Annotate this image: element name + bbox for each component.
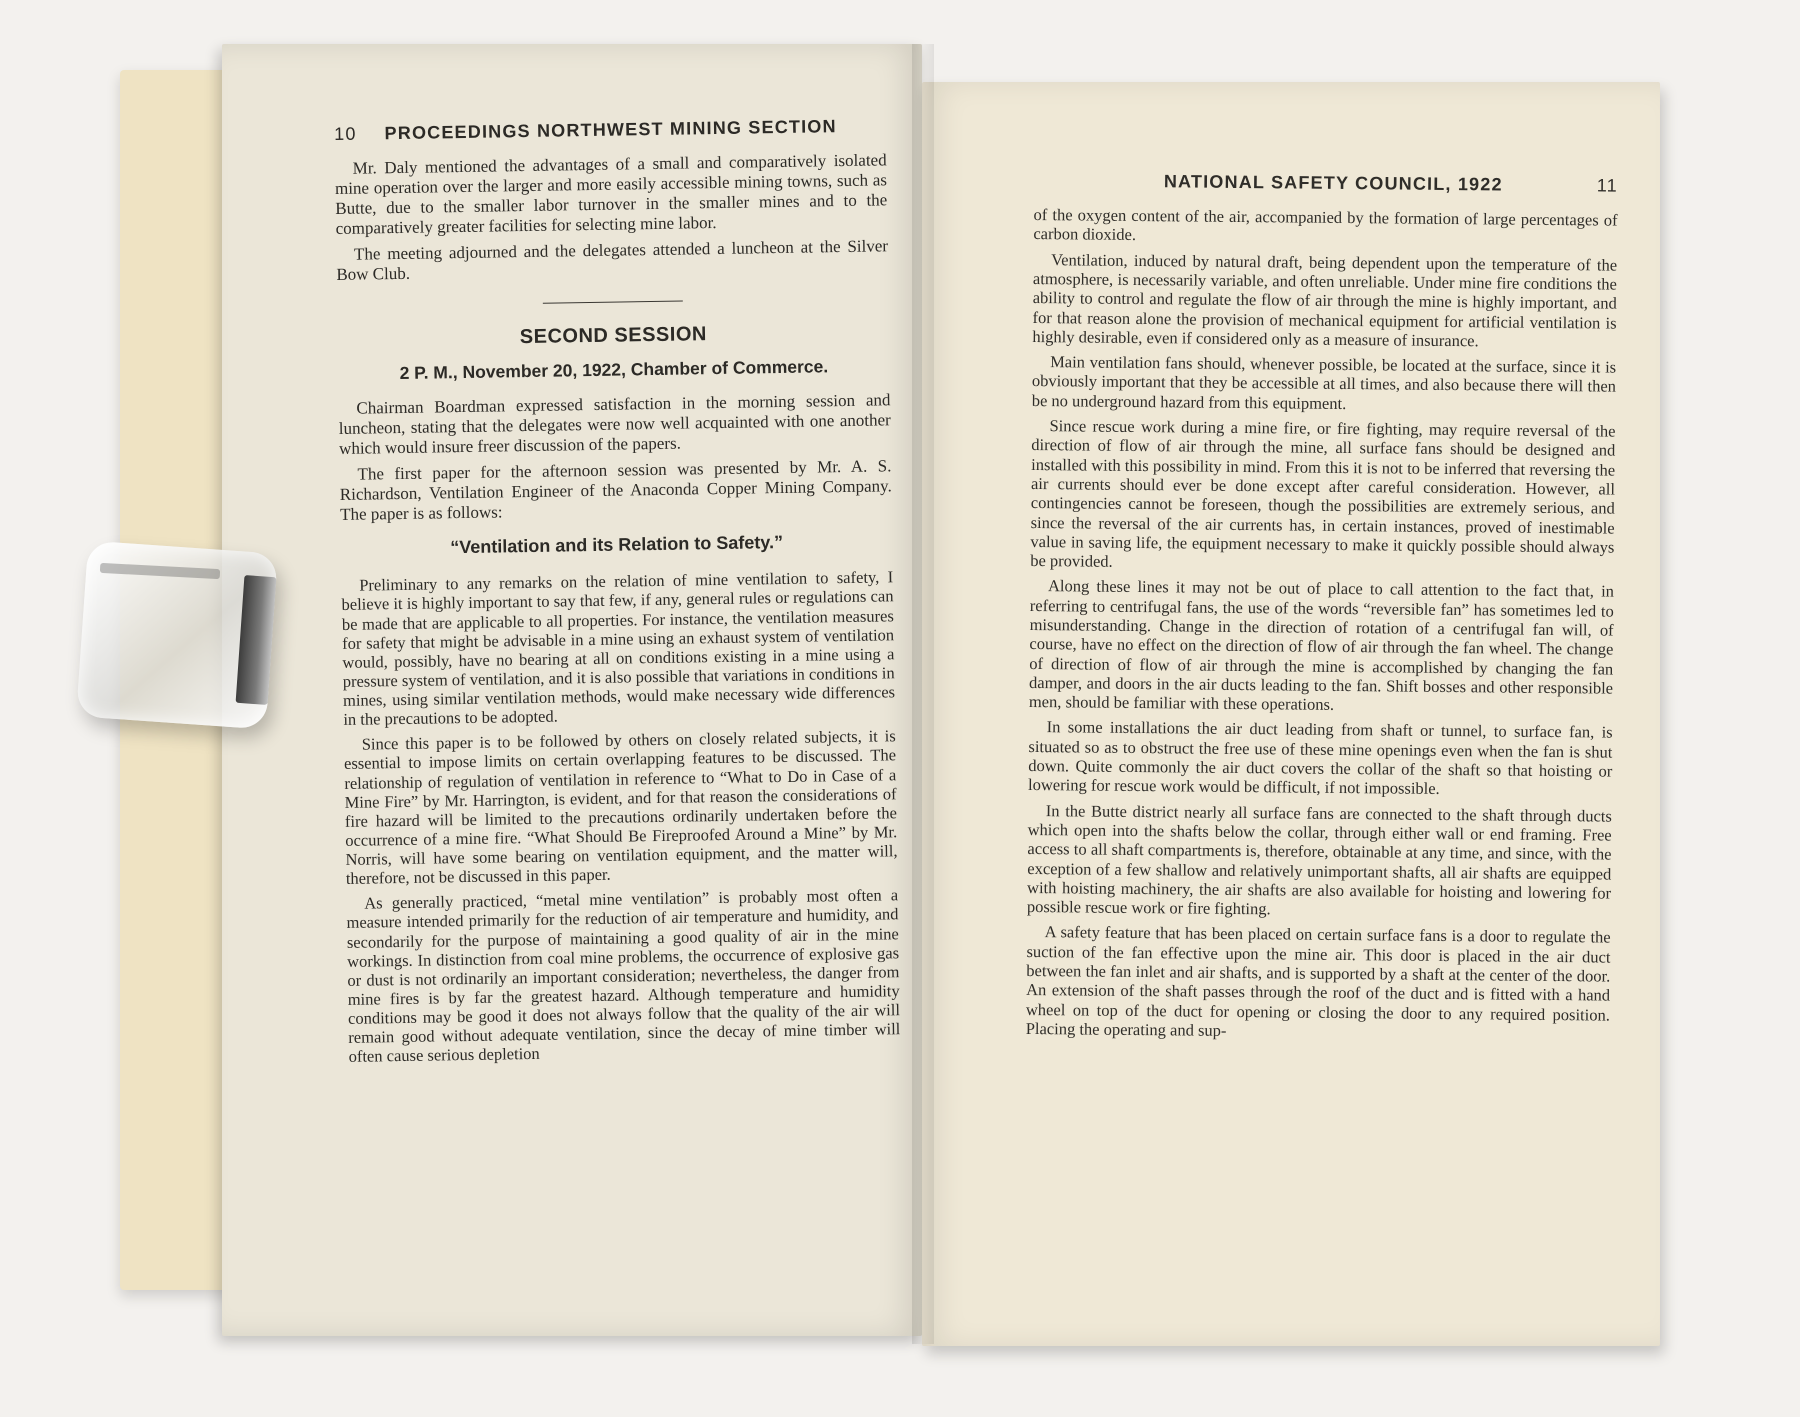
paragraph: Since rescue work during a mine fire, or fire fighting, may require reversal of the direction of flow of air through the mine, all surface fans should be designed and installed with this possibility in mind. From this it is not to be inferred that reversing the air currents should ever be done except after careful consideration. However, all contingencies cannot be foreseen, though the possibilities are extremely serious, and since the reversal of the air currents has, in certain instances, proved of inestimable value in saving life, the equipment necessary to make it quickly possible should always be provided. [1030, 416, 1616, 571]
left-page-text [334, 115, 901, 1072]
paper-body [341, 568, 901, 1067]
divider [543, 300, 683, 303]
right-running-title: NATIONAL SAFETY COUNCIL, 1922 [1163, 171, 1503, 195]
paragraph: The meeting adjourned and the delegates attended a luncheon at the Silver Bow Club. [336, 236, 889, 285]
right-running-head [1034, 170, 1618, 197]
paragraph: Ventilation, induced by natural draft, being dependent upon the temperature of the atmosphere, is necessarily variable, and often unreliable. Under mine fire conditions the ability to control and regulate the flow of air through the mine is highly important, and for that reason alone the provision of mechanical equipment for artificial ventilation is highly desirable, even if considered only as a measure of insurance. [1032, 249, 1618, 351]
right-page-text [1026, 170, 1618, 1050]
paragraph: Main ventilation fans should, whenever possible, be located at the surface, since it is obviously important that they be accessible at all times, and also because there will then be no underground hazard from this equipment. [1031, 352, 1617, 413]
session-line: 2 P. M., November 20, 1922, Chamber of Commerce. [399, 356, 829, 384]
paragraph: Chairman Boardman expressed satisfaction in the morning session and luncheon, stating that the delegates were now well acquainted with one another which would insure freer discussion of the papers. [338, 390, 891, 458]
paragraph: of the oxygen content of the air, accompanied by the formation of large percentages of carbon dioxide. [1033, 205, 1618, 245]
section-title: SECOND SESSION [519, 322, 708, 348]
paragraph: In some installations the air duct leading from shaft or tunnel, to surface fan, is situated so as to obstruct the free use of these mine openings even when the fan is shut down. Quite commonly the air duct covers the collar of the shaft so that hoisting or lowering for rescue work would be difficult, if not impossible. [1028, 717, 1613, 799]
paragraph: A safety feature that has been placed on certain surface fans is a door to regulate the suction of the fan effective upon the mine air. This door is placed in the air duct between the fan inlet and air shafts, and is supported by a shaft at the center of the door. An extension of the shaft passes through the roof of the duct and is fitted with a hand wheel on top of the duct for opening or closing the door to any required position. Placing the operating and sup- [1025, 922, 1611, 1040]
paragraph: Since this paper is to be followed by others on closely related subjects, it is essential to impose limits on certain overlapping features to be discussed. The relationship of regulation of ventilation in reference to “What to Do in Case of a Mine Fire” by Mr. Harrington, is evident, and for that reason the considerations of fire hazard will be limited to the precautions ordinarily undertaken before the occurrence of a mine fire. “What Should Be Fireproofed Around a Mine” by Mr. Norris, will have some bearing on ventilation equipment, and the matter will, therefore, not be discussed in this paper. [343, 726, 898, 889]
paper-title: “Ventilation and its Relation to Safety.” [450, 532, 784, 558]
paragraph: Mr. Daly mentioned the advantages of a small and comparatively isolated mine operation over the larger and more easily accessible mining towns, such as Butte, due to the smaller labor turnover in the smaller mines and to the comparatively greater facilities for selecting mine labor. [334, 150, 888, 239]
paragraph: The first paper for the afternoon session was presented by Mr. A. S. Richardson, Ventilation Engineer of the Anaconda Copper Mining Company. The paper is as follows: [339, 456, 892, 524]
book-gutter [912, 44, 934, 1344]
left-running-title: PROCEEDINGS NORTHWEST MINING SECTION [384, 116, 837, 144]
right-page-number: 11 [1596, 175, 1618, 196]
paragraph: Preliminary to any remarks on the relation of mine ventilation to safety, I believe it is highly important to say that few, if any, general rules or regulations can be made that are applicable to all properties. For instance, the ventilation measures for safety that might be advisable in a mine using an exhaust system of ventilation would, possibly, have no bearing at all on conditions existing in a mine using a pressure system of ventilation, and it is also possible that variations in conditions in mines, using similar ventilation methods, would make necessary wide differences in the precautions to be adopted. [341, 567, 896, 730]
paragraph: As generally practiced, “metal mine ventilation” is probably most often a measure intended primarily for the reduction of air temperature and humidity, and secondarily for the purpose of maintaining a good quality of air in the mine workings. In distinction from coal mine problems, the occurrence of explosive gas or dust is not ordinarily an important consideration; nevertheless, the danger from mine fires is by far the greatest hazard. Although temperature and humidity conditions may be good it does not always follow that the quality of the air will remain good without adequate ventilation, since the decay of mine timber will often cause serious depletion [346, 885, 901, 1067]
paragraph: In the Butte district nearly all surface fans are connected to the shaft through ducts which open into the shafts below the collar, through either wall or end framing. Free access to all shaft compartments is, therefore, obtainable at any time, and since, with the exception of a few shallow and relatively unimportant shafts, all air shafts are equipped with hoisting machinery, the air shafts are also available for hoisting and lowering for possible rescue work or fire fighting. [1026, 800, 1612, 919]
left-page-number: 10 [334, 123, 357, 144]
paragraph: Along these lines it may not be out of place to call attention to the fact that, in referring to centrifugal fans, the use of the words “reversible fan” has sometimes led to misunderstanding. Change in the direction of rotation of a centrifugal fan will, of course, have no effect on the direction of flow of air through the fan wheel. The change of direction of flow of air through the mine is accomplished by changing the fan damper, and doors in the air ducts leading to the fan. Shift bosses and other responsible men, should be familiar with these operations. [1028, 576, 1615, 715]
